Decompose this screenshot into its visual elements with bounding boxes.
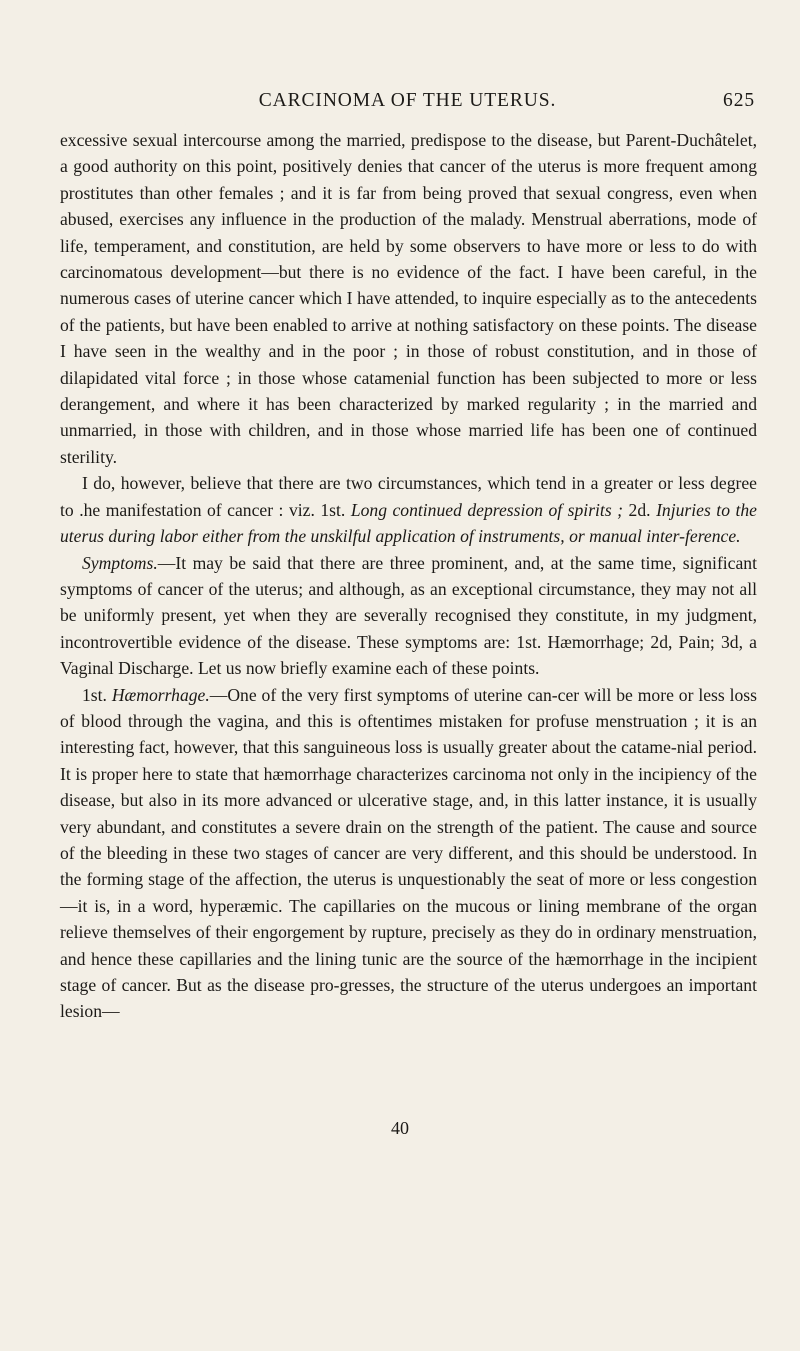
paragraph-text-start: I do, however, believe that there are two circumstances, which tend in a greater or less degree to [60,473,757,520]
cause-depression: Long continued depression of spirits ; [350,499,624,520]
running-head [60,90,755,116]
signature-mark: 40 [391,1118,409,1138]
item-number: 1st. [82,684,112,705]
paragraph-haemorrhage [60,682,757,1025]
paragraph-text: —It may be said that there are three prominent, and, at the same time, significant symptoms of cancer of the uterus; and although, as an exceptional circumstance, they may not all be uniformly present, yet when they are severally recognised they constitute, in my judgment, incontrovertible evidence of the disease. These symptoms are: 1st. Hæmorrhage; 2d, Pain; 3d, a Vaginal Discharge. Let us now briefly examine each of these points. [60,552,757,679]
section-heading-haemorrhage: Hæmorrhage. [111,684,210,705]
paragraph-predisposing-causes [60,127,757,470]
running-title: CARCINOMA OF THE UTERUS. [258,90,557,111]
cause-separator: 2d. [623,499,657,520]
paragraph-circumstances [60,470,757,549]
printed-glitch: .he [79,499,101,520]
section-heading-symptoms: Symptoms. [82,552,158,573]
paragraph-symptoms [60,550,757,682]
paragraph-text: excessive sexual intercourse among the married, predispose to the disease, but Parent-Duchâtelet, a good authority on this point, positively denies that cancer of the uterus is more frequent among prostitutes than other females ; and it is far from being proved that sexual congress, even when abused, exercises any influence in the production of the malady. Menstrual aberrations, mode of life, temperament, and constitution, are held by some observers to have more or less to do with carcinomatous development—but there is no evidence of the fact. I have been careful, in the numerous cases of uterine cancer which I have attended, to inquire especially as to the antecedents of the patients, but have been enabled to arrive at nothing satisfactory on these points. The disease I have seen in the wealthy and in the poor ; in those of robust constitution, and in those of dilapidated vital force ; in those whose catamenial function has been subjected to more or less derangement, and where it has been characterized by marked regularity ; in the married and unmarried, in those with children, and in those whose married life has been one of continued sterility. [60,130,757,467]
paragraph-text: —One of the very first symptoms of uterine can-cer will be more or less loss of blood through the vagina, and this is oftentimes mistaken for profuse menstruation ; it is an interesting fact, however, that this sanguineous loss is usually greater about the catame-nial period. It is proper here to state that hæmorrhage characterizes carcinoma not only in the incipiency of the disease, but also in its more advanced or ulcerative stage, and, in this latter instance, it is usually very abundant, and constitutes a severe drain on the strength of the patient. The cause and source of the bleeding in these two stages of cancer are very different, and this should be understood. In the forming stage of the affection, the uterus is unquestionably the seat of more or less congestion—it is, in a word, hyperæmic. The capillaries on the mucous or lining membrane of the organ relieve themselves of their engorgement by rupture, precisely as they do in ordinary menstruation, and hence these capillaries and the lining tunic are the source of the hæmorrhage in the incipient stage of cancer. But as the disease pro-gresses, the structure of the uterus undergoes an important lesion— [60,684,757,1022]
paragraph-text-mid: manifestation of cancer : viz. 1st. [100,499,351,520]
body-text [60,127,757,1025]
page-number: 625 [723,90,755,111]
cause-injuries: Injuries to the uterus during labor either from the unskilful application of instruments, or manual inter-ference. [60,499,757,547]
